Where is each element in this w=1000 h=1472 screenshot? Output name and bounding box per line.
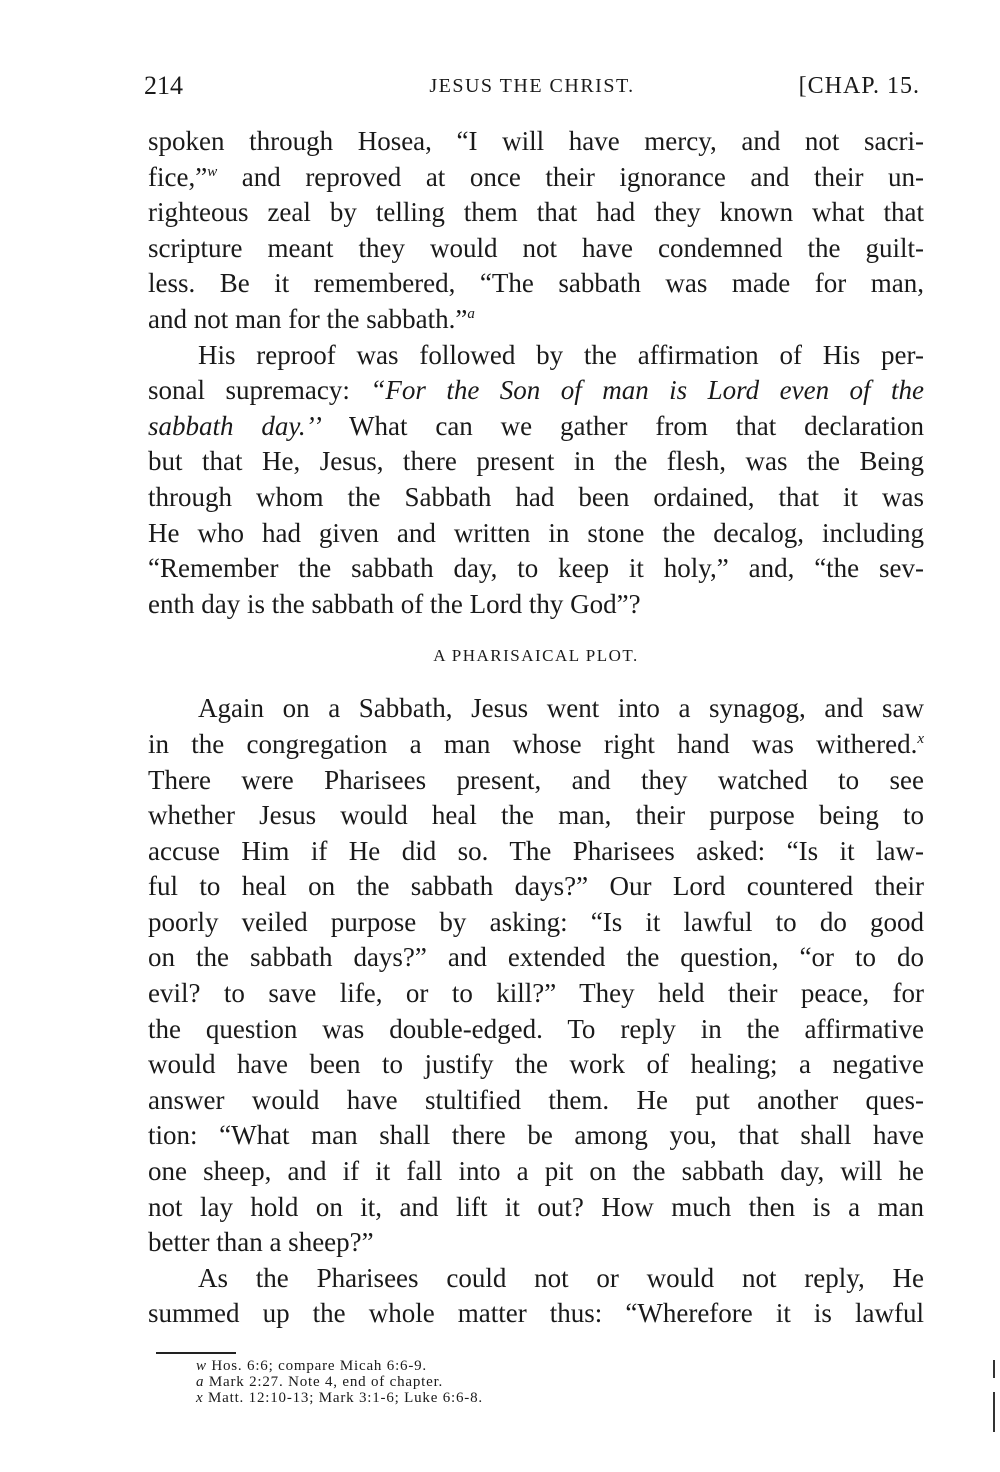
text-line: through whom the Sabbath had been ordained, that it was xyxy=(148,481,924,512)
paragraph-3 xyxy=(148,691,924,1261)
text-line: Again on a Sabbath, Jesus went into a synagog, and saw xyxy=(198,693,924,724)
paragraph-2 xyxy=(148,338,924,623)
text-line: He who had given and written in stone the decalog, including xyxy=(148,517,924,548)
scan-edge-mark xyxy=(993,1392,995,1432)
page-number: 214 xyxy=(144,71,183,100)
footnote-divider xyxy=(156,1352,236,1354)
text-line: but that He, Jesus, there present in the flesh, was the Being xyxy=(148,446,924,477)
text-line: ful to heal on the sabbath days?” Our Lord countered their xyxy=(148,871,924,902)
text-line: in the congregation a man whose right hand was withered.$^x$ xyxy=(148,728,924,759)
text-line: the question was double-edged. To reply in the affirmative xyxy=(148,1013,924,1044)
running-title: JESUS THE CHRIST. xyxy=(429,75,635,97)
text-line: evil? to save life, or to kill?” They held their peace, for xyxy=(148,978,924,1009)
text-line: summed up the whole matter thus: “Wherefore it is lawful xyxy=(148,1298,924,1329)
text-line: As the Pharisees could not or would not reply, He xyxy=(198,1262,924,1293)
footnote-ref-a: a xyxy=(467,305,475,322)
paragraph-1 xyxy=(148,124,924,338)
scan-edge-mark xyxy=(993,1360,995,1378)
text-line: answer would have stultified them. He put another ques- xyxy=(148,1084,924,1115)
text-line: on the sabbath days?” and extended the question, “or to do xyxy=(148,942,924,973)
text-line: scripture meant they would not have condemned the guilt- xyxy=(148,232,924,263)
text-line: enth day is the sabbath of the Lord thy God”? xyxy=(148,588,641,619)
text-line: sonal supremacy: “For the Son of man is Lord even of the xyxy=(148,375,924,406)
text-line: not lay hold on it, and lift it out? How much then is a man xyxy=(148,1191,924,1222)
text-line: sabbath day.’’ What can we gather from that declaration xyxy=(148,410,925,441)
footnote: x Matt. 12:10-13; Mark 3:1-6; Luke 6:6-8. xyxy=(196,1390,483,1406)
text-line: spoken through Hosea, “I will have mercy, and not sacri- xyxy=(148,126,924,156)
text-line: one sheep, and if it fall into a pit on the sabbath day, will he xyxy=(148,1156,924,1187)
text-line: would have been to justify the work of healing; a negative xyxy=(148,1049,924,1080)
italic-quote: “For the Son of man is Lord even of the xyxy=(370,375,924,406)
footnote-ref-x: x xyxy=(917,730,924,747)
paragraph-4 xyxy=(148,1261,924,1332)
footnote-ref-w: w xyxy=(207,163,218,180)
italic-quote: sabbath day.’ xyxy=(148,410,315,441)
footnotes xyxy=(196,1358,483,1406)
text-line: “Remember the sabbath day, to keep it holy,” and, “the sev- xyxy=(148,553,924,584)
text-line: whether Jesus would heal the man, their purpose being to xyxy=(148,800,924,831)
text-line: fice,”$^w$ and reproved at once their ignorance and their un- xyxy=(148,161,924,192)
footnote-mark: w xyxy=(196,1358,207,1374)
section-heading: A PHARISAICAL PLOT. xyxy=(433,646,639,666)
text-line: accuse Him if He did so. The Pharisees asked: “Is it law- xyxy=(148,835,924,866)
text-line: and not man for the sabbath.”$^a$ xyxy=(148,303,475,334)
text-line: poorly veiled purpose by asking: “Is it lawful to do good xyxy=(148,906,924,937)
text-line: There were Pharisees present, and they watched to see xyxy=(148,764,924,795)
text-line: tion: “What man shall there be among you, that shall have xyxy=(148,1120,924,1151)
footnote-mark: a xyxy=(196,1374,205,1390)
footnote: a Mark 2:27. Note 4, end of chapter. xyxy=(196,1374,444,1390)
text-line: righteous zeal by telling them that had they known what that xyxy=(148,197,924,228)
page-header xyxy=(144,66,920,106)
text-line: His reproof was followed by the affirmation of His per- xyxy=(198,339,924,370)
footnote: w Hos. 6:6; compare Micah 6:6-9. xyxy=(196,1358,427,1374)
text-line: better than a sheep?” xyxy=(148,1227,374,1258)
text-line: less. Be it remembered, “The sabbath was made for man, xyxy=(148,268,924,299)
footnote-mark: x xyxy=(196,1390,204,1406)
page-body xyxy=(148,124,924,1332)
chapter-label: [CHAP. 15. xyxy=(798,73,920,99)
